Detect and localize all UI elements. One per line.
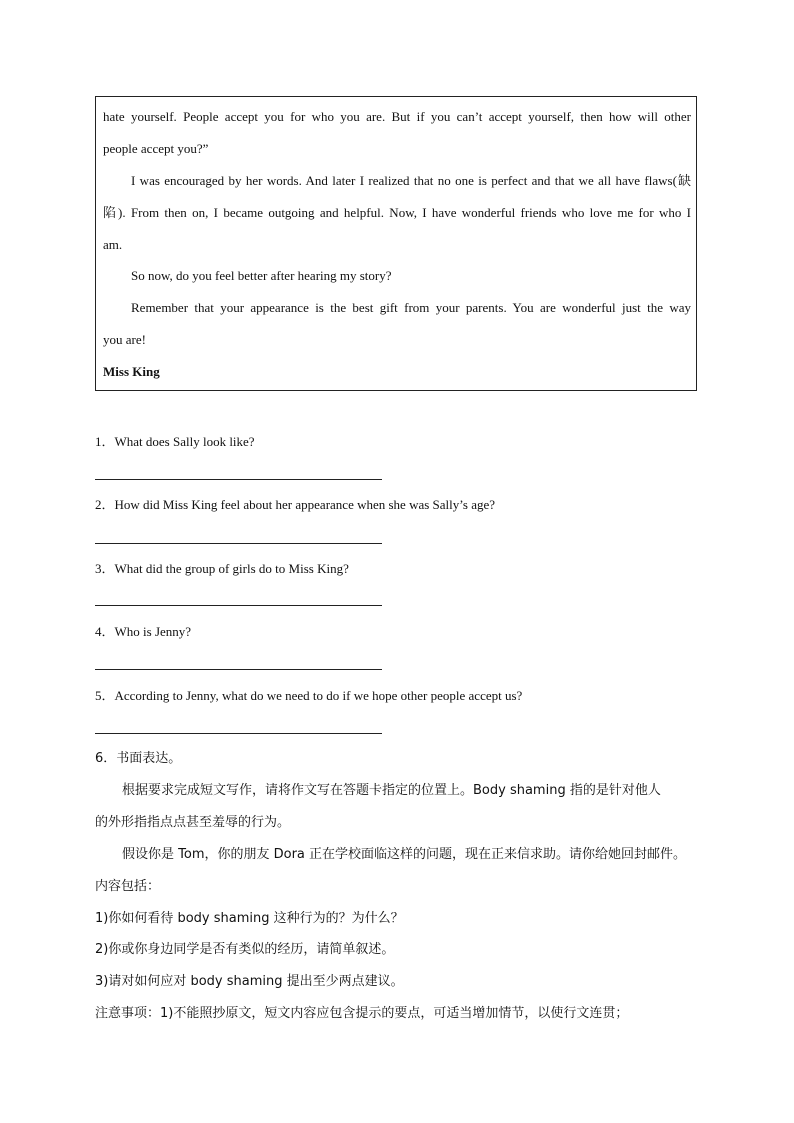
letter-line-7: Remember that your appearance is the best gift from your parents. You are wonderful just the way — [131, 300, 691, 315]
letter-line-4: 陷). From then on, I became outgoing and helpful. Now, I have wonderful friends who love me for who I — [103, 205, 691, 220]
writing-line-5: 1)你如何看待 body shaming 这种行为的？为什么？ — [95, 911, 404, 926]
answer-line-3[interactable] — [95, 605, 382, 606]
letter-line-6: So now, do you feel better after hearing my story? — [131, 268, 392, 283]
writing-line-7: 3)请对如何应对 body shaming 提出至少两点建议。 — [95, 974, 404, 989]
writing-line-4: 内容包括： — [95, 879, 161, 894]
letter-line-1: hate yourself. People accept you for who you are. But if you can’t accept yourself, then how will other — [103, 109, 691, 124]
letter-signature: Miss King — [103, 364, 160, 379]
writing-line-8: 注意事项：1)不能照抄原文，短文内容应包含提示的要点，可适当增加情节，以使行文连贯； — [95, 1006, 629, 1021]
letter-line-5: am. — [103, 237, 123, 252]
question-5: 5．According to Jenny, what do we need to do if we hope other people accept us? — [95, 688, 523, 703]
writing-line-6: 2)你或你身边同学是否有类似的经历，请简单叙述。 — [95, 942, 395, 957]
letter-line-2: people accept you?” — [103, 141, 209, 156]
answer-line-5[interactable] — [95, 733, 382, 734]
writing-line-3: 假设你是 Tom，你的朋友 Dora 正在学校面临这样的问题，现在正来信求助。请你给她回封邮件。 — [122, 847, 687, 862]
letter-line-8: you are! — [103, 332, 146, 347]
question-2: 2．How did Miss King feel about her appearance when she was Sally’s age? — [95, 497, 495, 512]
question-4: 4．Who is Jenny? — [95, 624, 192, 639]
writing-line-1: 根据要求完成短文写作，请将作文写在答题卡指定的位置上。Body shaming 指的是针对他人 — [122, 783, 661, 798]
writing-heading: 6．书面表达。 — [95, 751, 182, 766]
question-3: 3．What did the group of girls do to Miss King? — [95, 561, 349, 576]
question-1: 1．What does Sally look like? — [95, 434, 255, 449]
answer-line-2[interactable] — [95, 543, 382, 544]
writing-line-2: 的外形指指点点甚至羞辱的行为。 — [95, 815, 291, 830]
letter-line-3: I was encouraged by her words. And later I realized that no one is perfect and that we all have flaws(缺 — [131, 173, 691, 188]
answer-line-1[interactable] — [95, 479, 382, 480]
answer-line-4[interactable] — [95, 669, 382, 670]
